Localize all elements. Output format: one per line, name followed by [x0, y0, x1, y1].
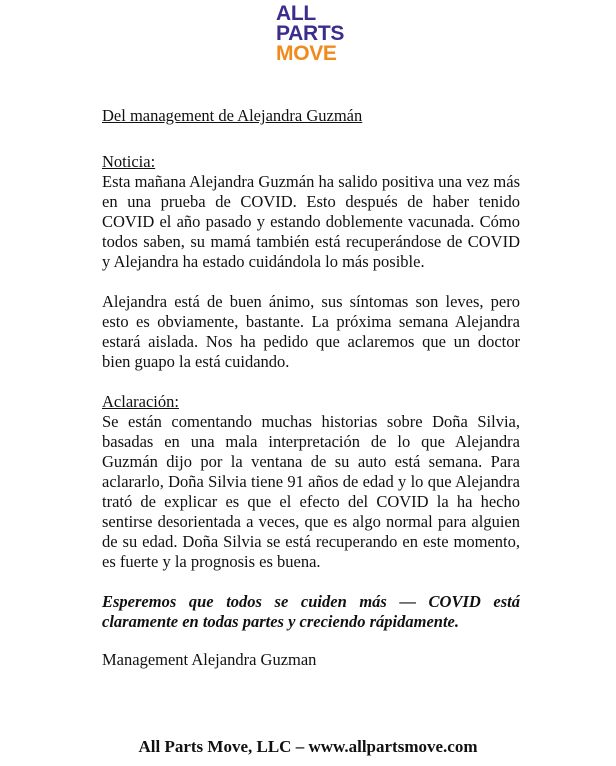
logo-line-parts: PARTS [276, 22, 345, 45]
noticia-paragraph-2: Alejandra está de buen ánimo, sus síntomas son leves, pero esto es obviamente, bastante. La próxima semana Alejandra estará aislada. Nos ha pedido que aclaremos que un doctor bien guapo la está cuidando. [102, 292, 520, 371]
closing-statement: Esperemos que todos se cuiden más — COVID está claramente en todas partes y creciendo rápidamente. [102, 592, 520, 631]
noticia-paragraph-1: Esta mañana Alejandra Guzmán ha salido positiva una vez más en una prueba de COVID. Esto después de haber tenido COVID el año pasado y estando doblemente vacunada. Cómo todos saben, su mamá también está recuperándose de COVID y Alejandra ha estado cuidándola lo más posible. [102, 172, 520, 271]
all-parts-move-logo [276, 4, 352, 64]
letter-header: Del management de Alejandra Guzmán [102, 106, 363, 125]
letter-body [102, 106, 520, 670]
aclaracion-paragraph: Se están comentando muchas historias sobre Doña Silvia, basadas en una mala interpretación de lo que Alejandra Guzmán dijo por la ventana de su auto está semana. Para aclararlo, Doña Silvia tiene 91 años de edad y lo que Alejandra trató de explicar es que el efecto del COVID la ha hecho sentirse desorientada a veces, que es algo normal para alguien de su edad. Doña Silvia se está recuperando en este momento, es fuerte y la prognosis es buena. [102, 412, 520, 571]
logo-line-all: ALL [276, 2, 316, 25]
aclaracion-title: Aclaración: [102, 392, 179, 411]
logo-line-move: MOVE [276, 42, 337, 65]
company-footer: All Parts Move, LLC – www.allpartsmove.com [138, 737, 478, 756]
signature: Management Alejandra Guzman [102, 650, 317, 669]
noticia-title: Noticia: [102, 152, 156, 171]
